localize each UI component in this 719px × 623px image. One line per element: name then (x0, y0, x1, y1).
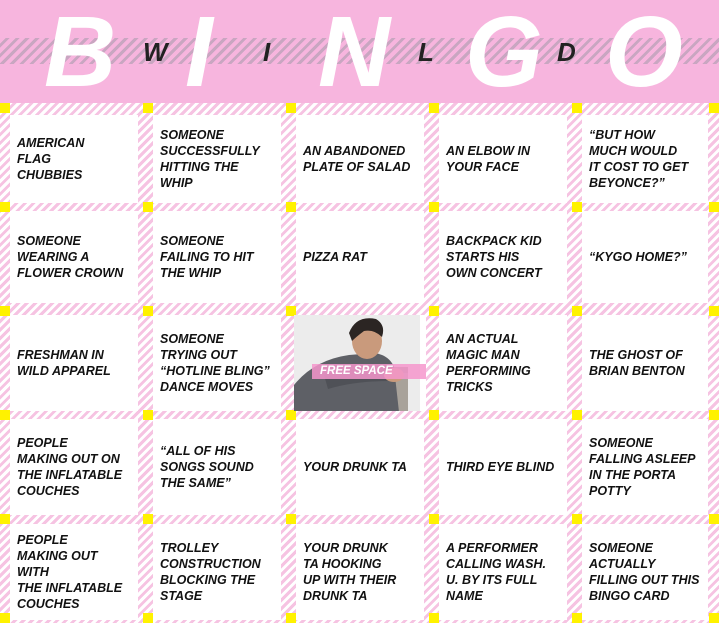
cell-text: SOMEONE FALLING ASLEEP IN THE PORTA POTTY (589, 436, 696, 498)
bingo-cell[interactable] (582, 524, 708, 620)
bingo-cell[interactable] (296, 211, 424, 303)
cell-text: SOMEONE SUCCESSFULLY HITTING THE WHIP (160, 128, 260, 190)
bingo-cell[interactable] (296, 419, 424, 515)
bingo-grid (0, 103, 719, 623)
cell-text: AN ELBOW IN YOUR FACE (446, 144, 531, 174)
bingo-cell[interactable] (10, 419, 138, 515)
bingo-cell[interactable] (153, 315, 281, 411)
bingo-header (0, 0, 719, 103)
title-letter-i: I (185, 0, 213, 103)
bingo-cell[interactable] (153, 419, 281, 515)
bingo-cell[interactable] (439, 211, 567, 303)
cell-text: BACKPACK KID STARTS HIS OWN CONCERT (446, 234, 542, 280)
title-letter-b: B (44, 0, 117, 103)
bingo-cell[interactable] (439, 115, 567, 203)
free-space-photo (294, 315, 420, 411)
bingo-cell[interactable] (10, 524, 138, 620)
cell-text: YOUR DRUNK TA HOOKING UP WITH THEIR DRUNK TA (303, 541, 397, 603)
subtitle-letter-d: D (557, 37, 576, 67)
bingo-cell[interactable] (296, 524, 424, 620)
cell-text: SOMEONE WEARING A FLOWER CROWN (17, 234, 124, 280)
title-letter-o: O (605, 0, 683, 103)
subtitle-letter-w: W (143, 37, 168, 67)
subtitle-letter-i: I (263, 37, 271, 67)
cell-text: “BUT HOW MUCH WOULD IT COST TO GET BEYONCE?” (589, 128, 689, 190)
free-space-label: FREE SPACE (312, 364, 426, 379)
cell-text: THE GHOST OF BRIAN BENTON (589, 348, 685, 378)
bingo-cell[interactable] (439, 419, 567, 515)
cell-text: SOMEONE FAILING TO HIT THE WHIP (160, 234, 254, 280)
cell-text: AN ABANDONED PLATE OF SALAD (303, 144, 411, 174)
bingo-cell[interactable] (439, 524, 567, 620)
title-letter-g: G (465, 0, 543, 103)
cell-text: THIRD EYE BLIND (446, 460, 555, 474)
cell-text: “ALL OF HIS SONGS SOUND THE SAME” (160, 444, 254, 490)
bingo-cell[interactable] (582, 115, 708, 203)
subtitle-letter-l: L (418, 37, 434, 67)
bingo-cell[interactable] (153, 211, 281, 303)
bingo-cell[interactable] (582, 211, 708, 303)
bingo-cell[interactable] (10, 115, 138, 203)
bingo-cell[interactable] (582, 315, 708, 411)
cell-text: YOUR DRUNK TA (303, 460, 407, 474)
cell-text: SOMEONE TRYING OUT “HOTLINE BLING” DANCE MOVES (160, 332, 270, 394)
cell-text: PEOPLE MAKING OUT WITH THE INFLATABLE COUCHES (17, 533, 123, 611)
cell-text: AMERICAN FLAG CHUBBIES (17, 136, 85, 182)
cell-text: “KYGO HOME?” (589, 250, 687, 264)
cell-text: FRESHMAN IN WILD APPAREL (17, 348, 111, 378)
bingo-cell[interactable] (153, 115, 281, 203)
free-space-cell[interactable] (294, 315, 426, 411)
person-photo-illustration (294, 315, 420, 411)
cell-text: PIZZA RAT (303, 250, 367, 264)
cell-text: A PERFORMER CALLING WASH. U. BY ITS FULL NAME (446, 541, 546, 603)
title-letter-n: N (318, 0, 391, 103)
cell-text: PEOPLE MAKING OUT ON THE INFLATABLE COUCHES (17, 436, 123, 498)
bingo-cell[interactable] (439, 315, 567, 411)
bingo-cell[interactable] (296, 115, 424, 203)
bingo-cell[interactable] (10, 315, 138, 411)
cell-text: SOMEONE ACTUALLY FILLING OUT THIS BINGO CARD (589, 541, 700, 603)
bingo-cell[interactable] (153, 524, 281, 620)
bingo-cell[interactable] (582, 419, 708, 515)
cell-text: TROLLEY CONSTRUCTION BLOCKING THE STAGE (160, 541, 261, 603)
cell-text: AN ACTUAL MAGIC MAN PERFORMING TRICKS (446, 332, 531, 394)
bingo-cell[interactable] (10, 211, 138, 303)
